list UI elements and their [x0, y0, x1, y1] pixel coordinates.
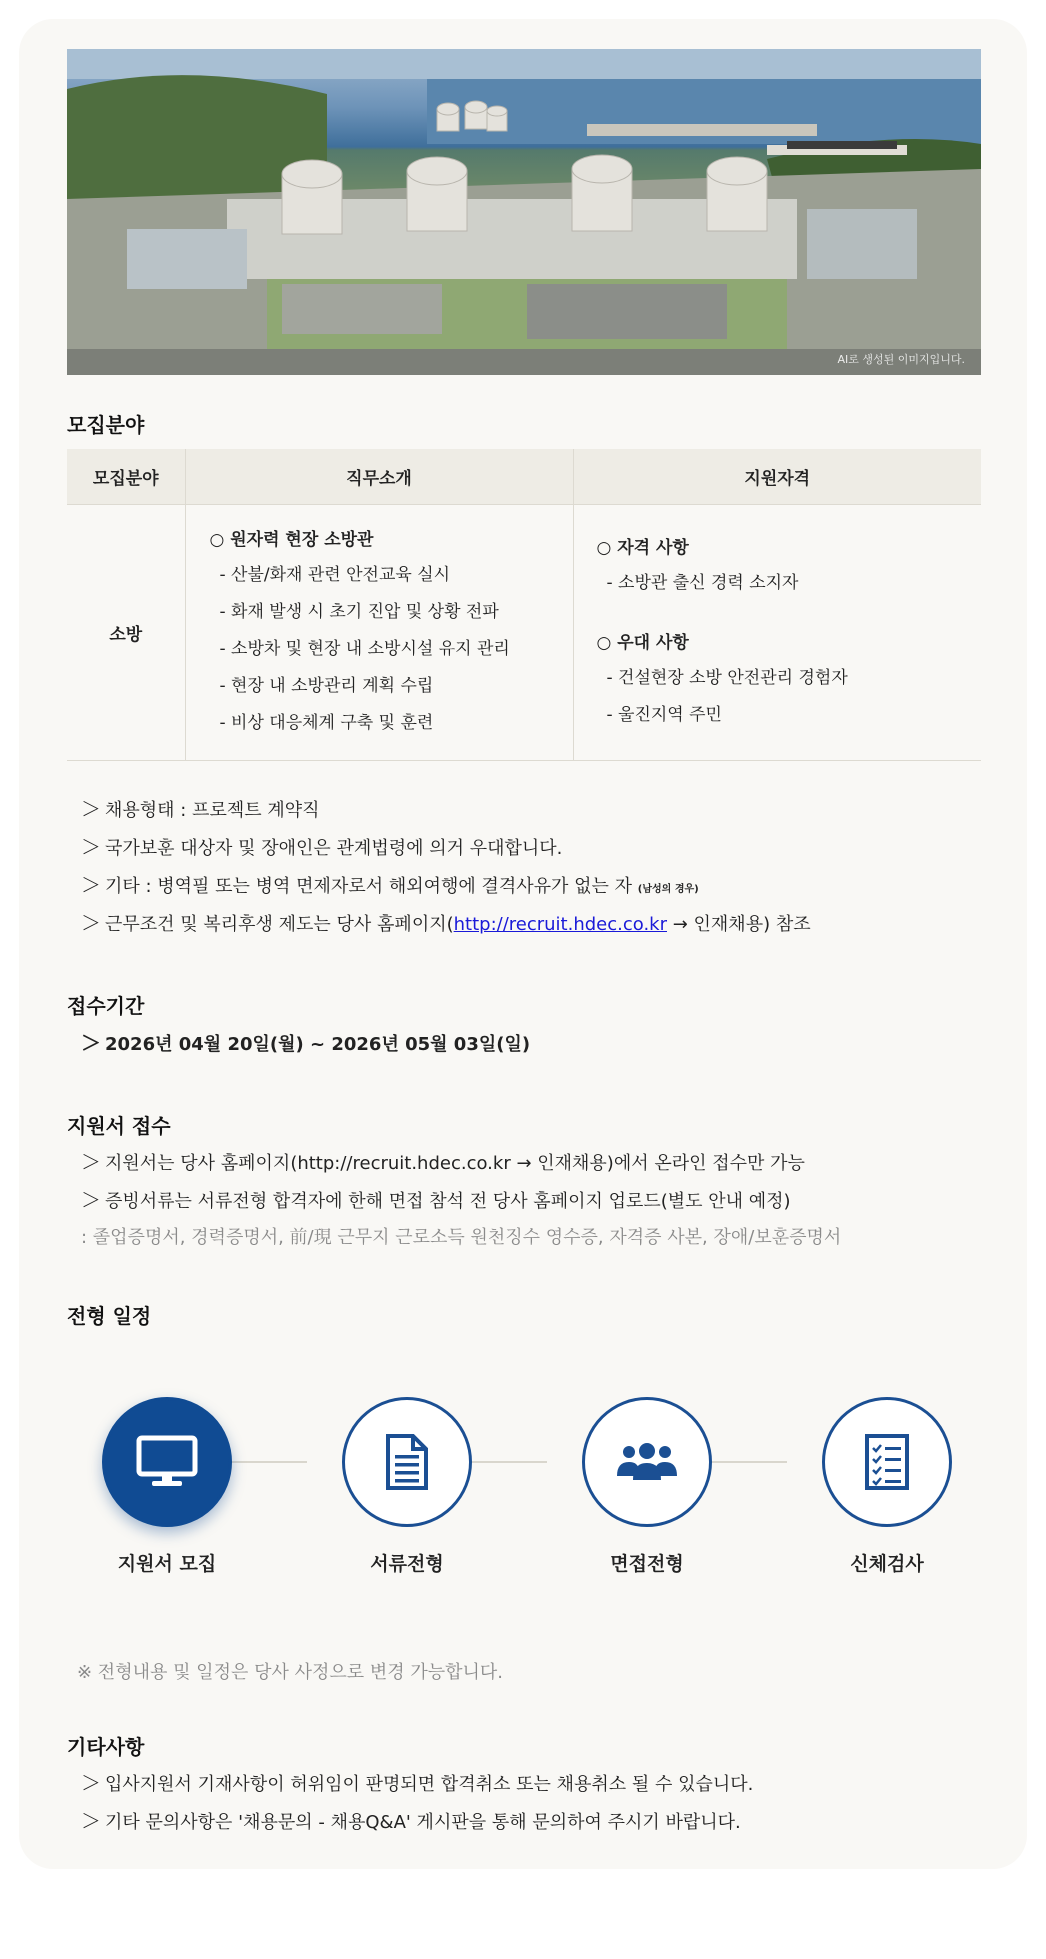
step-circle: [822, 1397, 952, 1527]
step-interview: [582, 1397, 712, 1576]
etc-block: [81, 1764, 753, 1840]
section-title-application: 지원서 접수: [67, 1114, 171, 1138]
note-employment-type: ＞ 채용형태 : 프로젝트 계약직: [81, 790, 811, 828]
power-plant-illustration: [67, 49, 981, 375]
arrow-icon: ＞: [81, 1771, 101, 1795]
application-line: ＞ 증빙서류는 서류전형 합격자에 한해 면접 참석 전 당사 홈페이지 업로드(별도 안내 예정): [81, 1181, 841, 1219]
section-title-etc: 기타사항: [67, 1735, 145, 1759]
section-title-period: 접수기간: [67, 994, 145, 1018]
qual-line: - 소방관 출신 경력 소지자: [606, 572, 799, 593]
step-label: 지원서 모집: [117, 1553, 217, 1575]
table-row: [67, 504, 981, 760]
hero-caption: AI로 생성된 이미지입니다.: [837, 353, 965, 366]
step-circle: [582, 1397, 712, 1527]
step-circle: [342, 1397, 472, 1527]
period-text: ＞ 2026년 04월 20일(월) ~ 2026년 05월 03일(일): [81, 1024, 530, 1062]
step-label: 면접전형: [610, 1553, 684, 1575]
arrow-icon: ＞: [81, 1031, 101, 1055]
pref-line: - 건설현장 소방 안전관리 경험자: [606, 667, 848, 688]
recruit-table: [67, 449, 981, 761]
step-label: 신체검사: [850, 1553, 924, 1575]
section-title-recruit-field: 모집분야: [67, 413, 145, 437]
header-category: 모집분야: [67, 449, 185, 504]
monitor-icon: [136, 1435, 198, 1489]
required-documents: : 졸업증명서, 경력증명서, 前/現 근무지 근로소득 원천징수 영수증, 자격증 사본, 장애/보훈증명서: [81, 1227, 842, 1248]
note-veterans: ＞ 국가보훈 대상자 및 장애인은 관계법령에 의거 우대합니다.: [81, 828, 811, 866]
category-cell: 소방: [67, 504, 185, 760]
note-small: (남성의 경우): [637, 884, 699, 895]
job-title: ○ 원자력 현장 소방관: [209, 529, 374, 550]
job-line: - 소방차 및 현장 내 소방시설 유지 관리: [219, 638, 510, 659]
qual-title: ○ 자격 사항: [596, 537, 689, 558]
note-conditions: ＞ 근무조건 및 복리후생 제도는 당사 홈페이지(http://recruit.hdec.co.kr → 인재채용) 참조: [81, 904, 811, 942]
recruit-notes: [81, 790, 811, 942]
qualification-cell: [573, 504, 981, 760]
table-header-row: [67, 449, 981, 504]
section-title-schedule: 전형 일정: [67, 1304, 152, 1328]
application-line: ＞ 지원서는 당사 홈페이지(http://recruit.hdec.co.kr → 인재채용)에서 온라인 접수만 가능: [81, 1143, 841, 1181]
document-icon: [385, 1433, 429, 1491]
step-document: [342, 1397, 472, 1576]
process-steps: [67, 1397, 981, 1597]
arrow-icon: ＞: [81, 873, 101, 897]
header-job: 직무소개: [185, 449, 573, 504]
hero-image: [67, 49, 981, 375]
job-line: - 비상 대응체계 구축 및 훈련: [219, 712, 434, 733]
step-medical: [822, 1397, 952, 1576]
schedule-note-block: [77, 1654, 503, 1692]
step-circle: [102, 1397, 232, 1527]
job-line: - 화재 발생 시 초기 진압 및 상황 전파: [219, 601, 499, 622]
etc-line: ＞ 입사지원서 기재사항이 허위임이 판명되면 합격취소 또는 채용취소 될 수 있습니다.: [81, 1764, 753, 1802]
people-icon: [615, 1442, 679, 1482]
checklist-icon: [864, 1433, 910, 1491]
job-line: - 산불/화재 관련 안전교육 실시: [219, 564, 451, 585]
arrow-icon: ＞: [81, 1150, 101, 1174]
arrow-icon: ＞: [81, 835, 101, 859]
job-posting-card: [19, 19, 1027, 1869]
period-block: [81, 1024, 530, 1062]
job-line: - 현장 내 소방관리 계획 수립: [219, 675, 434, 696]
arrow-icon: ＞: [81, 911, 101, 935]
step-label: 서류전형: [370, 1553, 444, 1575]
etc-line: ＞ 기타 문의사항은 '채용문의 - 채용Q&A' 게시판을 통해 문의하여 주시기 바랍니다.: [81, 1802, 753, 1840]
arrow-icon: ＞: [81, 1809, 101, 1833]
job-cell: [185, 504, 573, 760]
header-qualification: 지원자격: [573, 449, 981, 504]
arrow-icon: ＞: [81, 797, 101, 821]
step-application: [102, 1397, 232, 1576]
pref-title: ○ 우대 사항: [596, 632, 689, 653]
pref-line: - 울진지역 주민: [606, 704, 722, 725]
application-block: [81, 1143, 841, 1257]
note-etc: ＞ 기타 : 병역필 또는 병역 면제자로서 해외여행에 결격사유가 없는 자 (남성의 경우): [81, 866, 811, 904]
schedule-note: ※ 전형내용 및 일정은 당사 사정으로 변경 가능합니다.: [77, 1662, 504, 1683]
arrow-icon: ＞: [81, 1188, 101, 1212]
recruit-site-link[interactable]: http://recruit.hdec.co.kr: [453, 914, 667, 935]
